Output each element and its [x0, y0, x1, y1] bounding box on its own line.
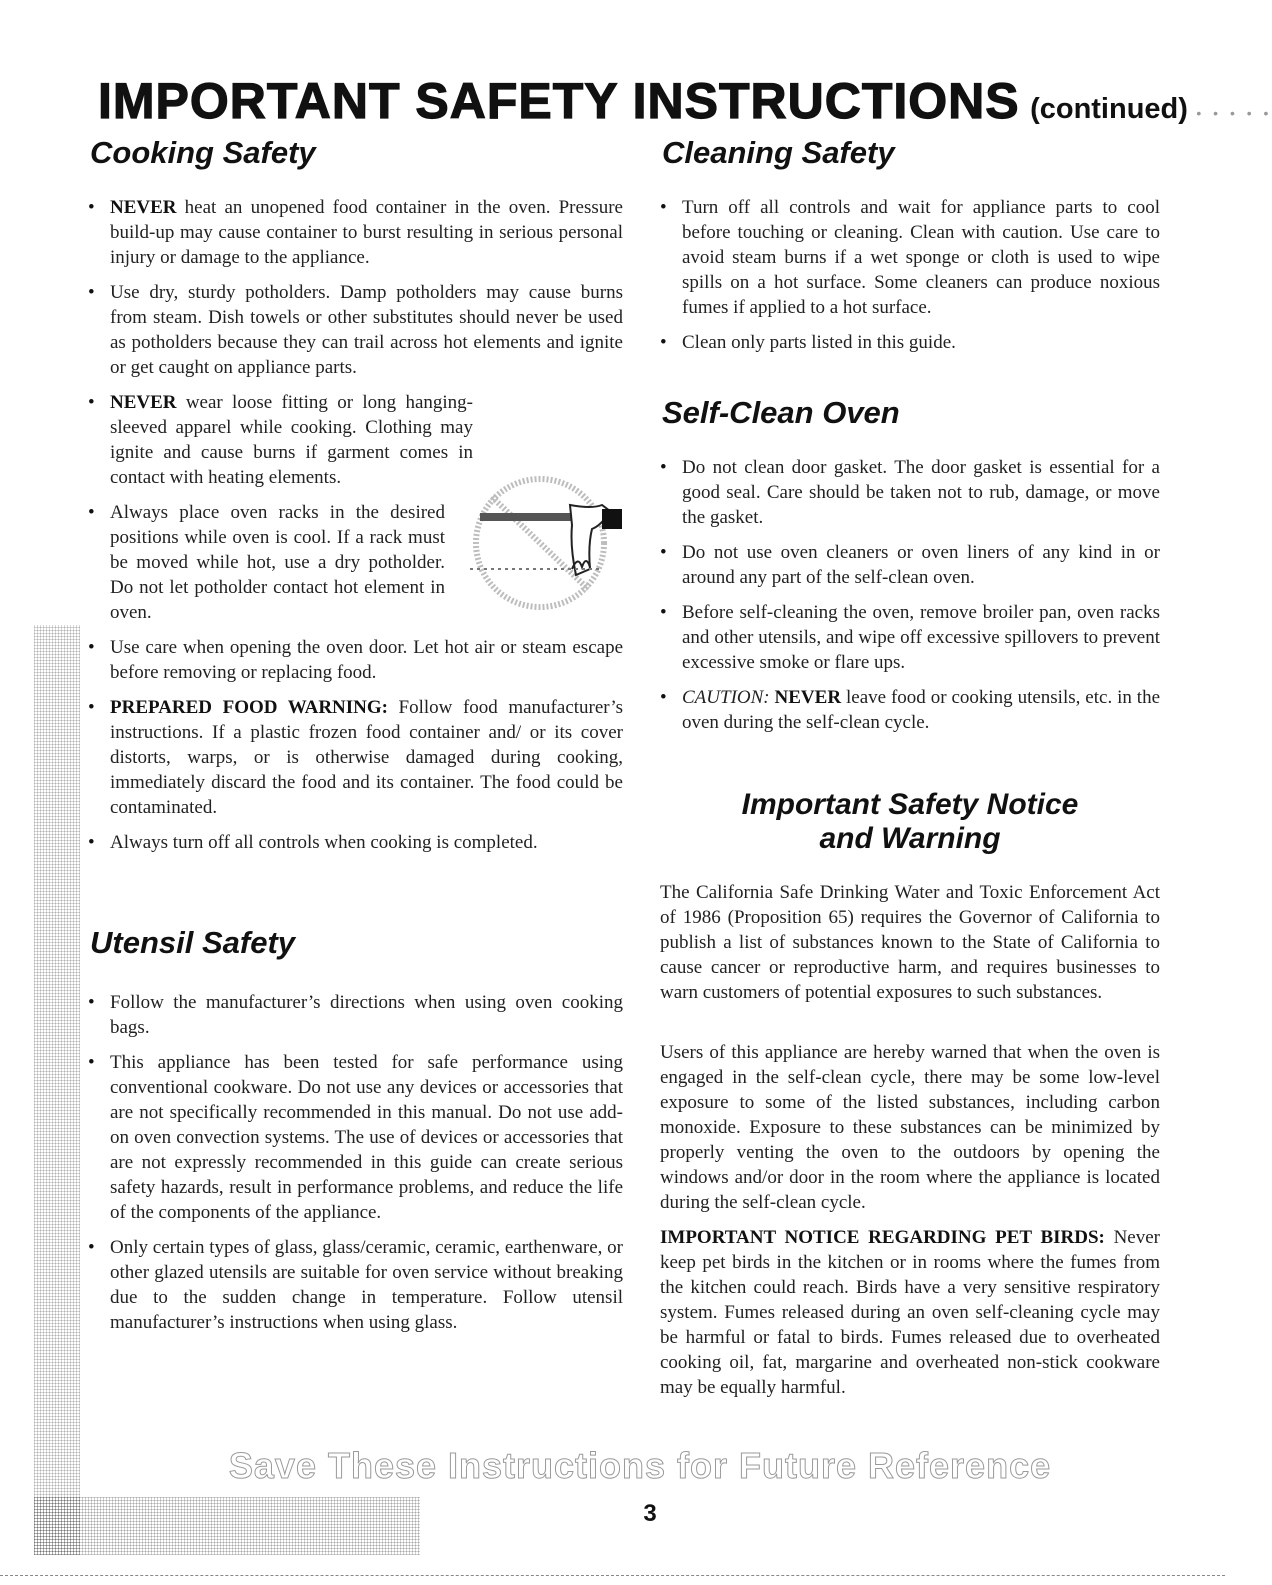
cooking-safety-heading: Cooking Safety: [90, 135, 316, 170]
cleaning-safety-heading: Cleaning Safety: [662, 135, 895, 170]
self-clean-item: [660, 540, 1160, 590]
item-text: This appliance has been tested for safe performance using conventional cookware. Do not use any devices or accessories that are not specifically recommended in this manual. Do not use add-on oven convection systems. The use of devices or accessories that are not expressly recommended in this guide can create serious safety hazards, result in performance problems, and reduce the life of the components of the appliance.: [110, 1052, 623, 1223]
cooking-safety-item: [88, 635, 623, 685]
item-text: Clean only parts listed in this guide.: [682, 332, 956, 353]
item-lead: NEVER: [110, 392, 177, 413]
pet-birds-text: Never keep pet birds in the kitchen or in rooms where the fumes from the kitchen could reach. Birds have a very sensitive respiratory system. Fumes released during an oven self-cleaning cycle may be harmful or fatal to birds. Fumes released due to overheated cooking oil, fat, margarine and overheated non-stick cookware may be equally harmful.: [660, 1227, 1160, 1398]
page-title-main: IMPORTANT SAFETY INSTRUCTIONS: [98, 73, 1020, 129]
item-text: Turn off all controls and wait for appliance parts to cool before touching or cleaning. Clean with caution. Use care to avoid steam burns if a wet sponge or cloth is used to wipe spills on a hot surface. Some cleaners can produce noxious fumes if applied to a hot surface.: [682, 197, 1160, 318]
item-text: Do not use oven cleaners or oven liners of any kind in or around any part of the self-clean oven.: [682, 542, 1160, 588]
notice-paragraph: Users of this appliance are hereby warned that when the oven is engaged in the self-clean cycle, there may be some low-level exposure to some of the listed substances, including carbon monoxide. Exposure to these substances can be minimized by properly venting the oven to the outdoors by opening the windows and/or door in the room where the appliance is located during the self-clean cycle.: [660, 1042, 1160, 1213]
self-clean-item: [660, 600, 1160, 675]
save-instructions-banner: Save These Instructions for Future Reference: [228, 1445, 1052, 1486]
pet-birds-lead: IMPORTANT NOTICE REGARDING PET BIRDS:: [660, 1227, 1105, 1248]
cooking-safety-item: [88, 280, 623, 380]
cleaning-safety-item: [660, 330, 1160, 355]
no-loose-sleeves-icon: [452, 465, 632, 615]
item-text: wear loose fitting or long hanging-sleeved apparel while cooking. Clothing may ignite and cause burns if garment comes in contact with heating elements.: [110, 392, 473, 488]
notice-heading: [660, 788, 1160, 856]
item-text: Follow the manufacturer’s directions when using oven cooking bags.: [110, 992, 623, 1038]
page-title: [98, 72, 1272, 130]
self-clean-oven-list: [660, 455, 1160, 745]
pet-birds-notice: [660, 1225, 1160, 1400]
item-text: Follow food manufacturer’s instructions. If a plastic frozen food container and/ or its cover distorts, warps, or is otherwise damaged during cooking, immediately discard the food and its container. The food could be contaminated.: [110, 697, 623, 818]
utensil-safety-list: [88, 990, 623, 1345]
item-text: leave food or cooking utensils, etc. in the oven during the self-clean cycle.: [682, 687, 1161, 733]
cooking-safety-item: [88, 695, 623, 820]
item-text: Only certain types of glass, glass/ceramic, ceramic, earthenware, or other glazed utensils are suitable for oven service without breaking due to the sudden change in temperature. Follow utensil manufacturer’s instructions when using glass.: [110, 1237, 623, 1333]
item-lead: NEVER: [110, 197, 177, 218]
item-text: Always place oven racks in the desired positions while oven is cool. If a rack must be moved while hot, use a dry potholder. Do not let potholder contact hot element in oven.: [110, 502, 445, 623]
notice-heading-line: and Warning: [819, 822, 1001, 855]
utensil-safety-item: [88, 1235, 623, 1335]
item-text: Use dry, sturdy potholders. Damp potholders may cause burns from steam. Dish towels or other substitutes should never be used as potholders because they can trail across hot elements and ignite or get caught on appliance parts.: [110, 282, 623, 378]
halftone-footer-bar: [34, 1497, 420, 1555]
item-text: Before self-cleaning the oven, remove broiler pan, oven racks and other utensils, and wipe off excessive spillovers to prevent excessive smoke or flare ups.: [682, 602, 1160, 673]
self-clean-oven-heading: Self-Clean Oven: [662, 395, 900, 430]
item-text: Use care when opening the oven door. Let hot air or steam escape before removing or replacing food.: [110, 637, 623, 683]
cooking-safety-item: [88, 830, 623, 855]
utensil-safety-item: [88, 1050, 623, 1225]
cleaning-safety-item: [660, 195, 1160, 320]
notice-heading-line: Important Safety Notice: [741, 788, 1079, 821]
cleaning-safety-list: [660, 195, 1160, 365]
item-lead: NEVER: [769, 687, 842, 708]
utensil-safety-item: [88, 990, 623, 1040]
cooking-safety-item: [88, 195, 623, 270]
caution-label: CAUTION:: [682, 687, 770, 708]
item-text: heat an unopened food container in the oven. Pressure build-up may cause container to burst resulting in serious personal injury or damage to the appliance.: [110, 197, 623, 268]
title-dots-decoration: • • • • •: [1196, 105, 1272, 121]
self-clean-item: [660, 685, 1160, 735]
notice-paragraph: The California Safe Drinking Water and Toxic Enforcement Act of 1986 (Proposition 65) requires the Governor of California to publish a list of substances known to the State of California to cause cancer or reproductive harm, and requires businesses to warn customers of potential exposures to such substances.: [660, 882, 1160, 1003]
halftone-margin-strip: [34, 625, 80, 1555]
self-clean-item: [660, 455, 1160, 530]
bottom-rule: [0, 1575, 1225, 1576]
item-lead: PREPARED FOOD WARNING:: [110, 697, 388, 718]
page-number: 3: [643, 1500, 657, 1527]
utensil-safety-heading: Utensil Safety: [90, 925, 296, 960]
item-text: Always turn off all controls when cooking is completed.: [110, 832, 538, 853]
page-title-continued: (continued): [1030, 93, 1188, 125]
item-text: Do not clean door gasket. The door gasket is essential for a good seal. Care should be taken not to rub, damage, or move the gasket.: [682, 457, 1160, 528]
